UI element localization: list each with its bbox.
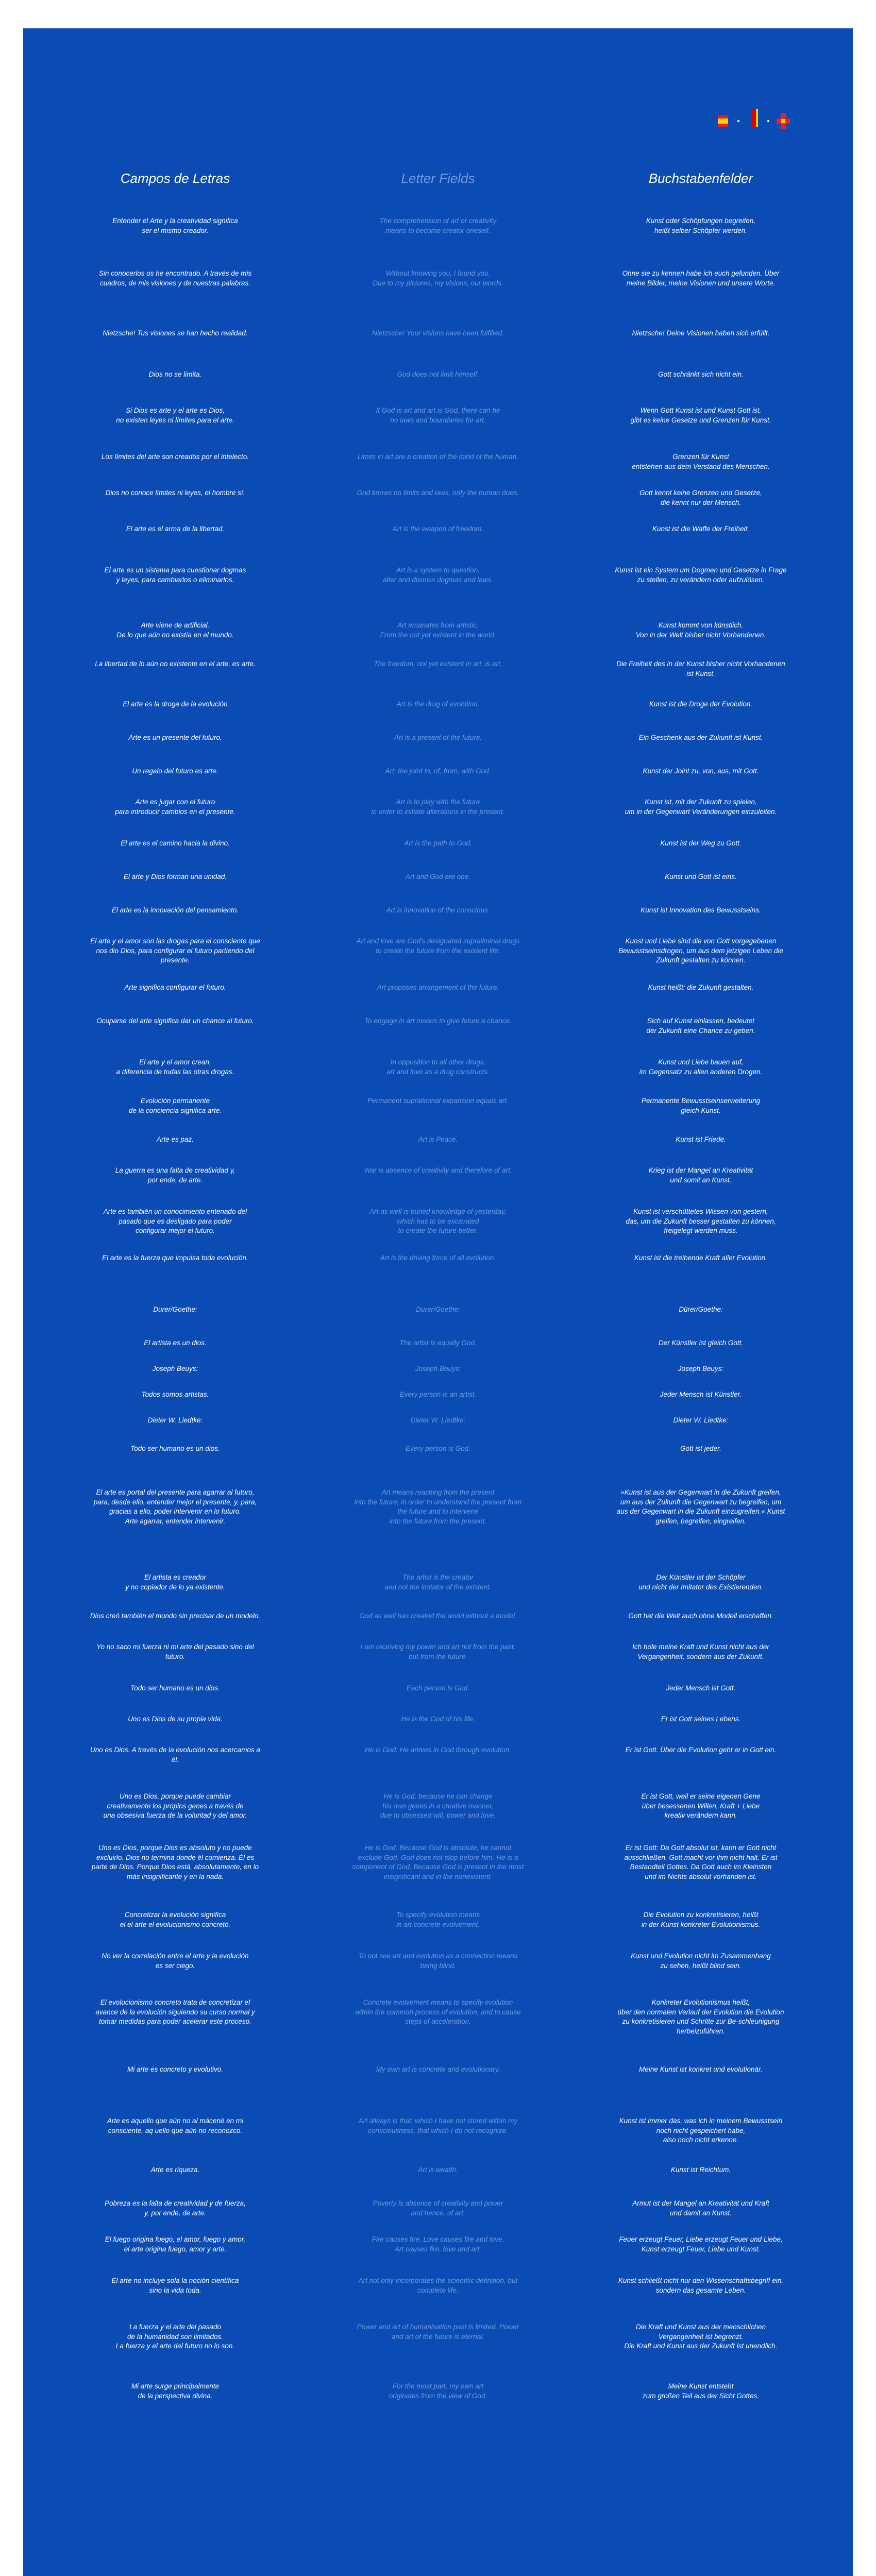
spanish-text: Mi arte es concreto y evolutivo. xyxy=(127,2065,224,2073)
spanish-text: Arte es jugar con el futuro para introducir cambios en el presente. xyxy=(115,798,235,816)
english-text: If God is art and art is God, there can be no laws and boundaries for art. xyxy=(376,406,500,424)
spanish-text: El fuego origina fuego, el amor, fuego y amor, el arte origina fuego, amor y arte. xyxy=(105,2235,246,2253)
english-text: Art is the drug of evolution. xyxy=(396,700,480,708)
german-text: Er ist Gott, weil er seine eigenen Gene über besessenen Willen, Kraft + Liebe kreativ verändern kann. xyxy=(641,1792,761,1819)
spanish-text: Yo no saco mi fuerza ni mi arte del pasado sino del futuro. xyxy=(96,1643,254,1660)
german-text: Kunst ist verschüttetes Wissen von gestern, das, um die Zukunft besser gestalten zu können, freigelegt werden muss. xyxy=(626,1208,776,1234)
german-text: Grenzen für Kunst entstehen aus dem Verstand des Menschen. xyxy=(632,453,770,470)
german-text: Krieg ist der Mangel an Kreativität und somit an Kunst. xyxy=(648,1166,753,1184)
spanish-text: Arte es aquello que aún no al mácené en mi consciente, aq uello que aún no reconozco. xyxy=(107,2117,244,2134)
german-text: Kunst ist ein System um Dogmen und Gesetze in Frage zu stellen, zu verändern oder aufzulösen. xyxy=(615,566,787,584)
english-text: Art not only incorporates the scientific definition, but complete life. xyxy=(358,2277,518,2294)
german-text: Kunst ist Innovation des Bewusstseins. xyxy=(641,906,761,914)
german-text: Kunst ist Reichtum. xyxy=(670,2166,731,2174)
spanish-text: Todo ser humano es un dios. xyxy=(130,1445,220,1452)
spanish-text: Uno es Dios de su propia vida. xyxy=(128,1715,223,1723)
spanish-text: Pobreza es la falta de creatividad y de fuerza, y, por ende, de arte. xyxy=(105,2199,246,2217)
english-text: He is God. Because God is absolute, he cannot exclude God. God does not stop before him. He is a component of God. Because God is present in the most insignificant and in the nonexistent. xyxy=(352,1844,524,1880)
german-text: Kunst ist Friede. xyxy=(676,1136,726,1143)
german-text: Gott ist jeder. xyxy=(680,1445,721,1452)
english-text: Every person is an artist. xyxy=(399,1391,477,1398)
english-text: Art is a present of the future. xyxy=(394,734,482,741)
german-text: Meine Kunst ist konkret und evolutionär. xyxy=(639,2065,763,2073)
spanish-text: Los límites del arte son creados por el intelecto. xyxy=(102,453,249,461)
english-text: To not see art and evolution as a connection means being blind. xyxy=(358,1952,518,1970)
german-text: Dürer/Goethe: xyxy=(679,1306,723,1313)
english-text: Art means reaching from the present into the future, in order to understand the present from the future and to intervene into the future from the present. xyxy=(354,1488,522,1525)
spanish-text: El artista es creador y no copiador de lo ya existente. xyxy=(125,1573,225,1591)
spanish-text: Joseph Beuys: xyxy=(152,1365,198,1372)
english-text: Power and art of humanisation past is limited. Power and art of the future is eternal. xyxy=(357,2323,519,2341)
german-text: »Kunst ist aus der Gegenwart in die Zukunft greifen, um aus der Zukunft die Gegenwart zu begreifen, um aus der Gegenwart in die Zukunft einzugreifen.« Kunst greifen, begreifen, eingreifen. xyxy=(616,1488,785,1525)
spanish-text: Un regalo del futuro es arte. xyxy=(132,767,218,775)
german-text: Er ist Gott seines Lebens. xyxy=(661,1715,741,1723)
spanish-text: Nietzsche! Tus visiones se han hecho realidad. xyxy=(103,329,248,337)
english-text: Art is wealth. xyxy=(418,2166,458,2174)
german-text: Kunst ist die Droge der Evolution. xyxy=(649,700,753,708)
english-text: The freedom, not yet existent in art, is art. xyxy=(374,660,502,668)
spanish-text: El arte es el arma de la libertad. xyxy=(126,525,225,533)
german-text: Der Künstler ist gleich Gott. xyxy=(658,1339,744,1347)
english-text: In opposition to all other drugs, art and love as a drug constructs. xyxy=(386,1058,490,1076)
spanish-text: Si Dios es arte y el arte es Dios, no existen leyes ni límites para el arte. xyxy=(116,406,234,424)
german-text: Gott schränkt sich nicht ein. xyxy=(658,370,744,378)
german-text: Kunst und Liebe sind die von Gott vorgegebenen Bewusstseinsdrogen, um aus dem jetzigen Leben die Zukunft gestalten zu können. xyxy=(618,937,783,964)
english-text: Art and love are God's designated supraliminal drugs to create the future from the existent life. xyxy=(356,937,520,955)
english-text: Art, the joint to, of, from, with God. xyxy=(385,767,491,775)
german-text: Er ist Gott: Da Gott absolut ist, kann er Gott nicht ausschließen. Gott macht vor ihm nicht halt. Er ist Bestandteil Gottes. Da Gott auch im Kleinsten und im Nichts absolut vorhanden ist. xyxy=(624,1844,778,1880)
english-text: Art is innovation of the conscious. xyxy=(386,906,490,914)
spanish-text: Uno es Dios, porque puede cambiar creativamente los propios genes a través de una obsesiva fuerza de la voluntad y del amor. xyxy=(103,1792,247,1819)
english-text: God as well has created the world without a model. xyxy=(359,1612,517,1620)
german-text: Gott hat die Welt auch ohne Modell erschaffen. xyxy=(628,1612,773,1620)
german-text: Er ist Gott. Über die Evolution geht er in Gott ein. xyxy=(625,1746,777,1754)
english-text: My own art is concrete and evolutionary. xyxy=(376,2065,500,2073)
spanish-text: Todos somos artistas. xyxy=(141,1391,209,1398)
english-text: The artist is the creator and not the imitator of the existent. xyxy=(384,1573,492,1591)
spanish-text: Uno es Dios, porque Dios es absoluto y no puede excluirlo. Dios no termina donde él comienza. Él es parte de Dios. Porque Dios está, absolutamente, en lo más insignificante y en la nada. xyxy=(91,1844,259,1880)
spanish-text: La guerra es una falta de creatividad y, por ende, de arte. xyxy=(115,1166,235,1184)
spanish-text: Arte es un presente del futuro. xyxy=(128,734,222,741)
spanish-text: El arte y el amor crean, a diferencia de todas las otras drogas. xyxy=(116,1058,234,1076)
english-text: He is God. He arrives in God through evolution. xyxy=(365,1746,511,1754)
german-text: Kunst und Liebe bauen auf, im Gegensatz zu allen anderen Drogen. xyxy=(639,1058,763,1076)
spanish-text: El arte y Dios forman una unidad. xyxy=(123,873,227,880)
spanish-text: El artista es un dios. xyxy=(144,1339,207,1347)
german-text: Joseph Beuys: xyxy=(678,1365,724,1372)
english-text: Each person is God. xyxy=(406,1684,470,1692)
spanish-text: Dios no conoce límites ni leyes, el hombre sí. xyxy=(105,489,245,497)
spanish-text: Uno es Dios. A través de la evolución nos acercamos a él. xyxy=(90,1746,260,1764)
header-german: Buchstabenfelder xyxy=(648,171,753,186)
spanish-text: No ver la correlación entre el arte y la evolución es ser ciego. xyxy=(102,1952,249,1970)
english-text: War is absence of creativity and therefore of art. xyxy=(364,1166,512,1174)
english-text: Limits in art are a creation of the mind of the human. xyxy=(357,453,519,461)
spanish-text: Arte significa configurar el futuro. xyxy=(124,984,226,991)
english-text: Concrete evolvement means to specify evolution within the common process of evolution, and to cause steps of acceleration. xyxy=(355,1998,521,2025)
spanish-text: El arte es un sistema para cuestionar dogmas y leyes, para cambiarlos o eliminarlos. xyxy=(104,566,246,584)
english-text: God knows no limits and laws, only the human does. xyxy=(357,489,519,497)
german-text: Der Künstler ist der Schöpfer und nicht der Imitator des Existierenden. xyxy=(638,1573,763,1591)
poster xyxy=(23,28,853,2576)
german-text: Die Freiheit des in der Kunst bisher nicht Vorhandenen ist Kunst. xyxy=(616,660,785,677)
english-text: Durer/Goethe: xyxy=(416,1306,460,1313)
german-text: Wenn Gott Kunst ist und Kunst Gott ist, gibt es keine Gesetze und Grenzen für Kunst. xyxy=(630,406,771,424)
german-text: Kunst kommt von künstlich. Von in der Welt bisher nicht Vorhandenen. xyxy=(635,621,766,639)
german-text: Kunst ist, mit der Zukunft zu spielen, um in der Gegenwart Veränderungen einzuleiten. xyxy=(625,798,777,816)
spanish-text: Todo ser humano es un dios. xyxy=(130,1684,220,1692)
german-text: Nietzsche! Deine Visionen haben sich erfüllt. xyxy=(632,329,770,337)
spanish-text: Entender el Arte y la creatividad significa ser el mismo creador. xyxy=(112,217,238,234)
english-text: Nietzsche! Your visions have been fulfilled. xyxy=(372,329,504,337)
english-text: Fire causes fire. Love causes fire and love. Art causes fire, love and art. xyxy=(372,2235,504,2253)
spanish-text: Sin conocerlos os he encontrado. A través de mis cuadros, de mis visiones y de nuestras palabras. xyxy=(98,269,252,287)
english-text: Art is the path to God. xyxy=(404,839,472,847)
spanish-text: La libertad de lo aún no existente en el arte, es arte. xyxy=(95,660,256,668)
english-text: Art and God are one. xyxy=(405,873,471,880)
spanish-text: Arte es paz. xyxy=(156,1136,194,1143)
german-text: Kunst schließt nicht nur den Wissenschaftsbegriff ein, sondern das gesamte Leben. xyxy=(618,2277,784,2294)
english-text: God does not limit himself. xyxy=(397,370,479,378)
spanish-text: La fuerza y el arte del pasado de la humanidad son limitados. La fuerza y el arte del futuro no lo son. xyxy=(115,2323,235,2350)
spanish-text: El arte es el camino hacia la divino. xyxy=(121,839,230,847)
three-flag-emblem-icon xyxy=(714,102,801,133)
english-text: Art proposes arrangement of the future. xyxy=(377,984,499,991)
german-text: Meine Kunst entsteht zum großen Teil aus der Sicht Gottes. xyxy=(642,2382,760,2400)
spanish-text: El arte es la innovación del pensamiento. xyxy=(111,906,239,914)
english-text: Permanent supraliminal expansion equals art. xyxy=(367,1097,509,1105)
english-text: Every person is God. xyxy=(405,1445,471,1452)
spanish-text: Durer/Goethe: xyxy=(153,1306,197,1313)
spanish-text: Arte es riqueza. xyxy=(150,2166,200,2174)
german-text: Sich auf Kunst einlassen, bedeutet der Zukunft eine Chance zu geben. xyxy=(646,1017,755,1035)
german-text: Konkreter Evolutionismus heißt, über den normalen Verlauf der Evolution die Evolution zu konkretisieren und Schritte zur Be-schleunigung herbeizuführen. xyxy=(617,1998,784,2035)
spanish-text: Mi arte surge principalmente de la perspectiva divina. xyxy=(131,2382,220,2400)
english-text: Art always is that, which I have not stored within my consciousness, that which I do not recognize. xyxy=(358,2117,518,2134)
german-text: Kunst heißt: die Zukunft gestalten. xyxy=(648,984,754,991)
spanish-text: Dios creó también el mundo sin precisar de un modelo. xyxy=(90,1612,261,1620)
english-text: Joseph Beuys: xyxy=(415,1365,461,1372)
german-text: Die Evolution zu konkretisieren, heißt in der Kunst konkreter Evolutionismus. xyxy=(641,1911,761,1928)
spanish-text: El arte es la fuerza que impulsa toda evolución. xyxy=(102,1254,248,1262)
german-text: Dieter W. Liedtke: xyxy=(673,1416,729,1424)
spanish-text: El arte no incluye sola la noción científica sino la vida toda. xyxy=(111,2277,239,2294)
spanish-text: Ocuparse del arte significa dar un chance al futuro. xyxy=(96,1017,254,1025)
spanish-text: El arte es la droga de la evolución xyxy=(123,700,228,708)
german-text: Ohne sie zu kennen habe ich euch gefunden. Über meine Bilder, meine Visionen und unsere Worte. xyxy=(622,269,780,287)
german-text: Armut ist der Mangel an Kreativität und Kraft und damit an Kunst. xyxy=(632,2199,769,2217)
spanish-text: El arte es portal del presente para agarrar al futuro, para, desde ello, entender mejor el presente, y, para, gracias a ello, poder intervenir en lo futuro. Arte agarrar, entender intervenir. xyxy=(93,1488,257,1525)
german-text: Kunst ist immer das, was ich in meinem Bewusstsein noch nicht gespeichert habe, also noch nicht erkenne. xyxy=(619,2117,783,2144)
german-text: Kunst und Gott ist eins. xyxy=(665,873,737,880)
english-text: He is the God of his life. xyxy=(401,1715,475,1723)
spanish-text: Arte es también un conocimiento entenado del pasado que es desligado para poder configurar mejor el futuro. xyxy=(103,1208,247,1234)
german-text: Kunst ist die Waffe der Freiheit. xyxy=(652,525,750,533)
english-text: Poverty is absence of creativity and power and hence, of art. xyxy=(373,2199,503,2217)
german-text: Kunst ist die treibende Kraft aller Evolution. xyxy=(634,1254,768,1262)
spanish-text: El arte y el amor son las drogas para el consciente que nos dio Dios, para configurar el futuro partiendo del presente. xyxy=(90,937,260,964)
german-text: Gott kennt keine Grenzen und Gesetze, die kennt nur der Mensch. xyxy=(639,489,762,506)
english-text: Art emanates from artistic. From the not yet existent in the world. xyxy=(380,621,496,639)
german-text: Kunst und Evolution nicht im Zusammenhang zu sehen, heißt blind sein. xyxy=(631,1952,771,1970)
german-text: Kunst der Joint zu, von, aus, mit Gott. xyxy=(643,767,759,775)
spanish-text: Evolución permanente de la conciencia significa arte. xyxy=(128,1097,222,1114)
german-text: Kunst ist der Weg zu Gott. xyxy=(660,839,742,847)
english-text: Art as well is buried knowledge of yesterday, which has to be excavated to create the future better. xyxy=(369,1208,507,1234)
spanish-text: Dios no se limita. xyxy=(148,370,202,378)
german-text: Ein Geschenk aus der Zukunft ist Kunst. xyxy=(638,734,763,741)
german-text: Feuer erzeugt Feuer, Liebe erzeugt Feuer und Liebe, Kunst erzeugt Feuer, Liebe und Kunst. xyxy=(619,2235,783,2253)
english-text: He is God, because he can change his own genes in a creative manner, due to obsessed will, power and love. xyxy=(380,1792,496,1819)
spanish-text: Dieter W. Liedtke: xyxy=(147,1416,203,1424)
english-text: To specify evolution means in art concrete evolvement. xyxy=(396,1911,480,1928)
english-text: Art is Peace. xyxy=(418,1136,458,1143)
spanish-text: El evolucionismo concreto trata de concretizar el avance de la evolución siguiendo su curso normal y tomar medidas para poder acelerar este proceso. xyxy=(95,1998,255,2025)
header-english: Letter Fields xyxy=(401,171,475,186)
english-text: Art is the driving force of all evolution. xyxy=(380,1254,496,1262)
german-text: Kunst oder Schöpfungen begreifen, heißt selber Schöpfer werden. xyxy=(646,217,756,234)
german-text: Die Kraft und Kunst aus der menschlichen Vergangenheit ist begrenzt. Die Kraft und Kunst aus der Zukunft ist unendlich. xyxy=(624,2323,778,2350)
german-text: Jeder Mensch ist Gott. xyxy=(666,1684,736,1692)
header-spanish: Campos de Letras xyxy=(120,171,230,186)
english-text: Dieter W. Liedtke: xyxy=(410,1416,466,1424)
spanish-text: Arte viene de artificial. De lo que aún no existía en el mundo. xyxy=(116,621,234,639)
english-text: The artist is equally God. xyxy=(399,1339,477,1347)
english-text: I am receiving my power and art not from the past, but from the future. xyxy=(360,1643,516,1660)
german-text: Permanente Bewusstseinserweiterung gleich Kunst. xyxy=(641,1097,761,1114)
english-text: Art is a system to question, alter and dismiss dogmas and laws. xyxy=(383,566,493,584)
english-text: For the most part, my own art originates from the view of God. xyxy=(389,2382,487,2400)
english-text: To engage in art means to give future a chance. xyxy=(364,1017,512,1025)
spanish-text: Concretizar la evolución significa el el arte el evolucionismo concreto. xyxy=(120,1911,231,1928)
english-text: Art is to play with the future in order to initiate alterations in the present. xyxy=(371,798,505,816)
german-text: Ich hole meine Kraft und Kunst nicht aus der Vergangenheit, sondern aus der Zukunft. xyxy=(632,1643,769,1660)
english-text: Without knowing you, I found you. Due to my pictures, my visions, our words. xyxy=(373,269,503,287)
german-text: Jeder Mensch ist Künstler. xyxy=(660,1391,742,1398)
english-text: Art is the weapon of freedom. xyxy=(392,525,484,533)
english-text: The comprehension of art or creativity means to become creator oneself. xyxy=(379,217,497,234)
